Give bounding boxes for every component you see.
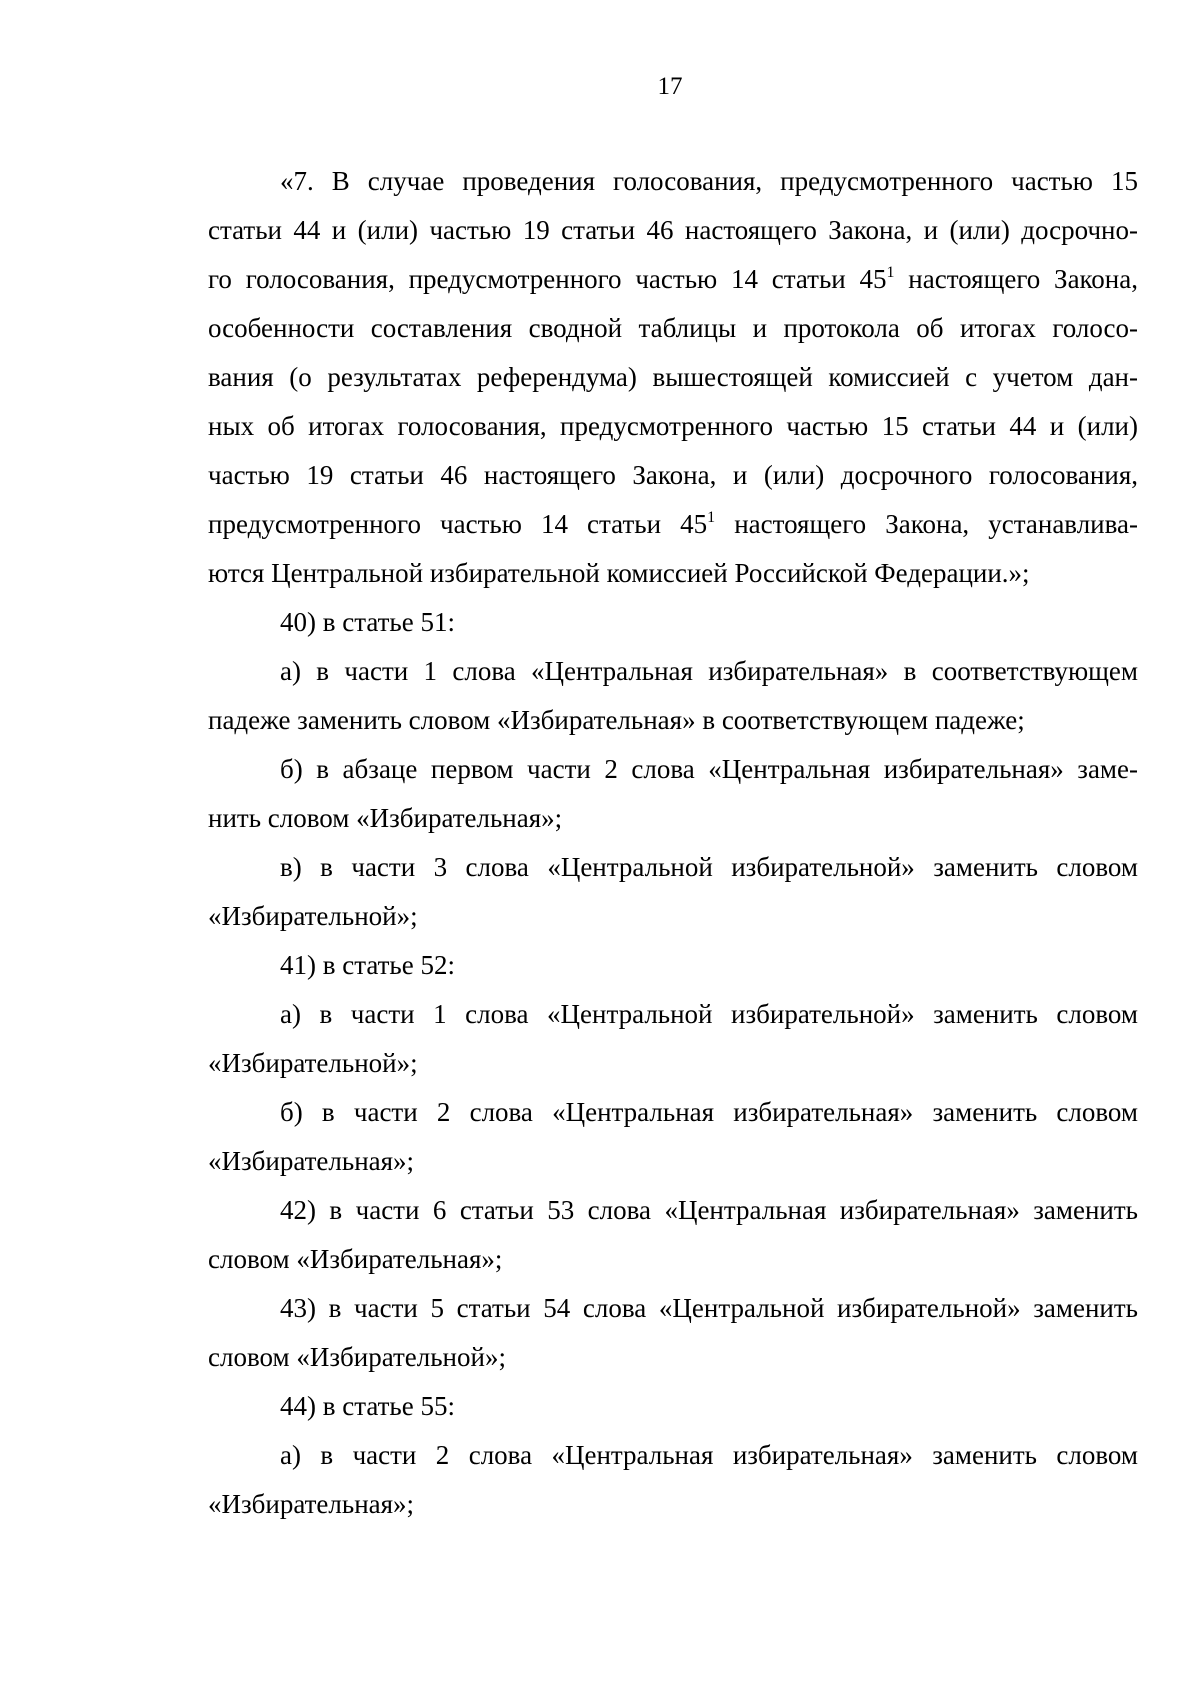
text-line: «Избирательной»; (208, 901, 418, 931)
text-line: особенности составления сводной таблицы и протокола об итогах голосо- (208, 313, 1138, 343)
text-line: а) в части 1 слова «Центральная избирательная» в соответствующем (280, 656, 1138, 686)
text-line: 43) в части 5 статьи 54 слова «Центральной избирательной» заменить (280, 1293, 1138, 1323)
text-line: 41) в статье 52: (280, 950, 455, 980)
text-line: нить словом «Избирательная»; (208, 803, 563, 833)
paragraph-item-41a (208, 990, 1138, 1088)
paragraph-item-40v (208, 843, 1138, 941)
paragraph-item-44 (208, 1382, 1138, 1431)
text-line: словом «Избирательная»; (208, 1244, 503, 1274)
text-line: 40) в статье 51: (280, 607, 455, 637)
paragraph-item-42 (208, 1186, 1138, 1284)
superscript: 1 (886, 264, 895, 281)
page-number: 17 (657, 73, 683, 100)
text-line: словом «Избирательной»; (208, 1342, 506, 1372)
text-line: «Избирательной»; (208, 1048, 418, 1078)
text-fragment: настоящего Закона, устанавлива- (715, 509, 1138, 539)
paragraph-item-40 (208, 598, 1138, 647)
document-body (208, 157, 1138, 1529)
text-fragment: предусмотренного частью 14 статьи 45 (208, 509, 708, 539)
paragraph-part-7 (208, 157, 1138, 598)
text-line: в) в части 3 слова «Центральной избирательной» заменить словом (280, 852, 1138, 882)
paragraph-item-41 (208, 941, 1138, 990)
text-line: частью 19 статьи 46 настоящего Закона, и (или) досрочного голосования, (208, 460, 1138, 490)
text-line: б) в абзаце первом части 2 слова «Центральная избирательная» заме- (280, 754, 1138, 784)
text-line: а) в части 2 слова «Центральная избирательная» заменить словом (280, 1440, 1138, 1470)
text-fragment: настоящего Закона, (894, 264, 1138, 294)
paragraph-item-41b (208, 1088, 1138, 1186)
text-line (208, 500, 1138, 549)
text-line (208, 255, 1138, 304)
text-line: статьи 44 и (или) частью 19 статьи 46 настоящего Закона, и (или) досрочно- (208, 215, 1138, 245)
text-fragment: го голосования, предусмотренного частью 14 статьи 45 (208, 264, 887, 294)
text-line: вания (о результатах референдума) вышестоящей комиссией с учетом дан- (208, 362, 1138, 392)
text-line: падеже заменить словом «Избирательная» в соответствующем падеже; (208, 705, 1025, 735)
text-line: 44) в статье 55: (280, 1391, 455, 1421)
text-line: ных об итогах голосования, предусмотренного частью 15 статьи 44 и (или) (208, 411, 1138, 441)
paragraph-item-43 (208, 1284, 1138, 1382)
text-line: «Избирательная»; (208, 1146, 415, 1176)
text-line: «7. В случае проведения голосования, предусмотренного частью 15 (280, 166, 1138, 196)
text-line: «Избирательная»; (208, 1489, 415, 1519)
paragraph-item-40a (208, 647, 1138, 745)
superscript: 1 (707, 509, 716, 526)
text-line: 42) в части 6 статьи 53 слова «Центральная избирательная» заменить (280, 1195, 1138, 1225)
text-line: ются Центральной избирательной комиссией Российской Федерации.»; (208, 558, 1030, 588)
text-line: а) в части 1 слова «Центральной избирательной» заменить словом (280, 999, 1138, 1029)
paragraph-item-40b (208, 745, 1138, 843)
text-line: б) в части 2 слова «Центральная избирательная» заменить словом (280, 1097, 1138, 1127)
paragraph-item-44a (208, 1431, 1138, 1529)
